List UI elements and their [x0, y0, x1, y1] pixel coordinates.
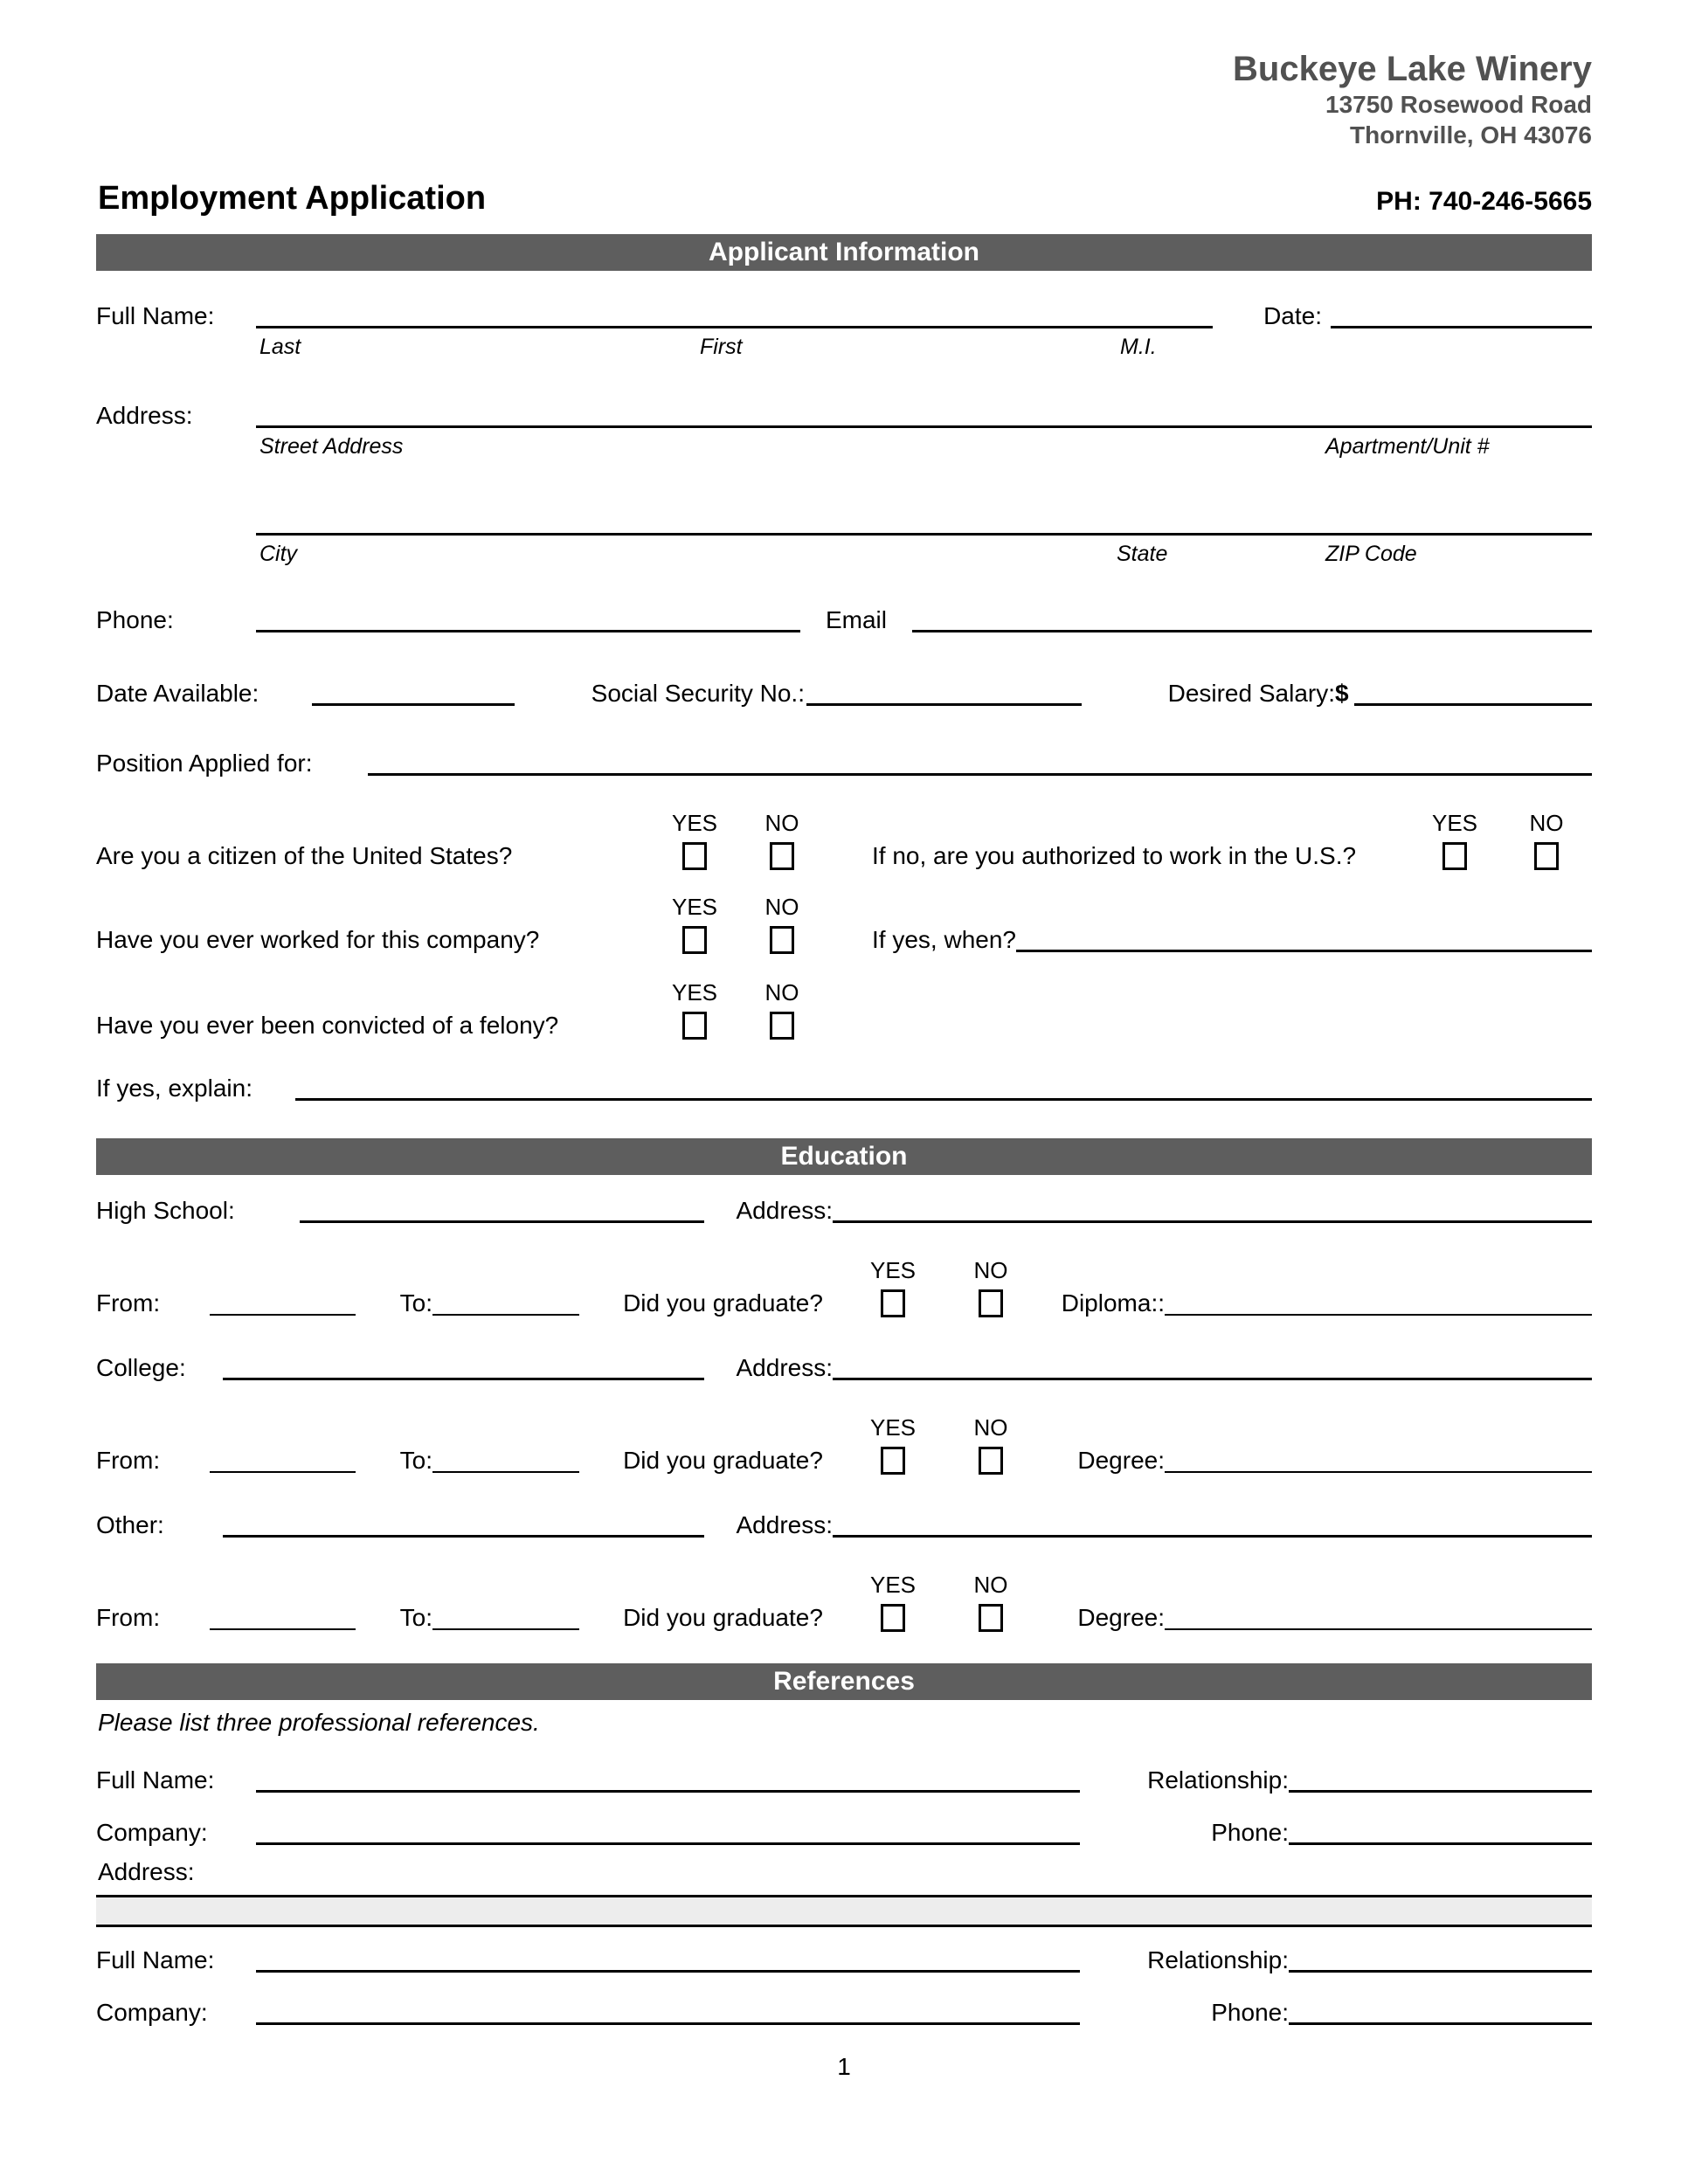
company-header — [1233, 49, 1592, 150]
ssn-input-line[interactable] — [806, 703, 1082, 706]
other-grad-no-checkbox[interactable] — [979, 1604, 1003, 1632]
worked-no-group — [756, 895, 808, 954]
position-input-line[interactable] — [368, 773, 1592, 776]
company-phone: PH: 740-246-5665 — [1376, 187, 1592, 216]
ref2-relationship-label: Relationship: — [1147, 1946, 1289, 1974]
when-label: If yes, when? — [872, 926, 1016, 954]
authorized-yes-group — [1429, 812, 1481, 870]
worked-question: Have you ever worked for this company? — [96, 926, 540, 954]
other-from-input-line[interactable] — [210, 1628, 356, 1630]
other-input-line[interactable] — [223, 1535, 704, 1538]
city-sublabels — [96, 543, 1592, 570]
high-school-input-line[interactable] — [300, 1220, 704, 1223]
high-school-label: High School: — [96, 1197, 235, 1225]
other-address-label: Address: — [736, 1511, 833, 1539]
zip-sublabel: ZIP Code — [1325, 542, 1417, 566]
college-address-input-line[interactable] — [833, 1378, 1592, 1380]
felony-question: Have you ever been convicted of a felony? — [96, 1012, 559, 1040]
section-header-education: Education — [96, 1138, 1592, 1175]
citizen-yes-checkbox[interactable] — [682, 842, 707, 870]
college-grad-no-checkbox[interactable] — [979, 1447, 1003, 1475]
yes-label: YES — [869, 1257, 917, 1283]
email-label: Email — [825, 606, 887, 634]
ref1-company-row — [96, 1805, 1592, 1847]
apartment-sublabel: Apartment/Unit # — [1325, 434, 1490, 459]
college-grad-no-group — [965, 1416, 1017, 1475]
position-label: Position Applied for: — [96, 750, 313, 778]
other-dates-row — [96, 1572, 1592, 1632]
page-content — [96, 0, 1592, 2184]
from-label: From: — [96, 1604, 161, 1632]
no-label: NO — [973, 1414, 1008, 1441]
no-label: NO — [764, 810, 799, 836]
explain-input-line[interactable] — [295, 1098, 1592, 1101]
date-input-line[interactable] — [1331, 326, 1592, 328]
yes-label: YES — [1431, 810, 1478, 836]
worked-yes-checkbox[interactable] — [682, 926, 707, 954]
city-sublabel: City — [259, 542, 298, 566]
availability-row — [96, 666, 1592, 708]
citizen-yes-group — [668, 812, 721, 870]
authorized-no-group — [1520, 812, 1573, 870]
city-state-zip-input-line[interactable] — [256, 533, 1592, 536]
ref1-full-name-label: Full Name: — [96, 1766, 215, 1794]
other-grad-yes-group — [867, 1573, 919, 1632]
explain-label: If yes, explain: — [96, 1075, 253, 1102]
company-address-line1: 13750 Rosewood Road — [1325, 91, 1592, 118]
date-label: Date: — [1263, 302, 1322, 330]
form-title: Employment Application — [98, 180, 487, 217]
ref1-phone-label: Phone: — [1211, 1819, 1289, 1847]
ref2-relationship-input-line[interactable] — [1289, 1970, 1592, 1973]
street-sublabels — [96, 435, 1592, 463]
worked-no-checkbox[interactable] — [770, 926, 794, 954]
ref2-name-row — [96, 1932, 1592, 1974]
other-label: Other: — [96, 1511, 164, 1539]
felony-no-group — [756, 981, 808, 1040]
name-sublabel-mi: M.I. — [1120, 335, 1157, 359]
no-label: NO — [973, 1257, 1008, 1283]
hs-address-input-line[interactable] — [833, 1220, 1592, 1223]
phone-label: Phone: — [96, 606, 174, 634]
full-name-label: Full Name: — [96, 302, 215, 330]
college-address-label: Address: — [736, 1354, 833, 1382]
phone-input-line[interactable] — [256, 630, 800, 632]
date-available-input-line[interactable] — [312, 703, 515, 706]
other-address-input-line[interactable] — [833, 1535, 1592, 1538]
other-grad-yes-checkbox[interactable] — [881, 1604, 905, 1632]
phone-email-row — [96, 592, 1592, 634]
ref2-phone-input-line[interactable] — [1289, 2022, 1592, 2025]
street-address-sublabel: Street Address — [259, 434, 404, 459]
graduate-question: Did you graduate? — [623, 1447, 823, 1475]
ref1-name-row — [96, 1752, 1592, 1794]
felony-yes-checkbox[interactable] — [682, 1012, 707, 1040]
ref2-company-label: Company: — [96, 1999, 208, 2027]
college-degree-input-line[interactable] — [1165, 1471, 1592, 1473]
diploma-input-line[interactable] — [1165, 1314, 1592, 1316]
name-sublabel-last: Last — [259, 335, 301, 359]
hs-address-label: Address: — [736, 1197, 833, 1225]
hs-grad-yes-group — [867, 1259, 919, 1317]
ssn-label: Social Security No.: — [591, 680, 805, 708]
ref1-address-label: Address: — [98, 1858, 195, 1885]
company-name: Buckeye Lake Winery — [1233, 50, 1592, 88]
from-label: From: — [96, 1289, 161, 1317]
graduate-question: Did you graduate? — [623, 1604, 823, 1632]
worked-question-row — [96, 894, 1592, 954]
citizen-question-row — [96, 810, 1592, 870]
ref2-phone-label: Phone: — [1211, 1999, 1289, 2027]
college-label: College: — [96, 1354, 186, 1382]
felony-no-checkbox[interactable] — [770, 1012, 794, 1040]
college-dates-row — [96, 1414, 1592, 1475]
when-input-line[interactable] — [1016, 950, 1592, 952]
to-label: To: — [399, 1604, 432, 1632]
other-degree-input-line[interactable] — [1165, 1628, 1592, 1630]
yes-label: YES — [869, 1572, 917, 1598]
full-name-input-line[interactable] — [256, 326, 1213, 328]
to-label: To: — [399, 1289, 432, 1317]
authorized-question: If no, are you authorized to work in the U.S.? — [872, 842, 1357, 870]
name-sublabel-first: First — [700, 335, 743, 359]
from-label: From: — [96, 1447, 161, 1475]
ref1-company-label: Company: — [96, 1819, 208, 1847]
felony-yes-group — [668, 981, 721, 1040]
other-education-row — [96, 1497, 1592, 1539]
state-sublabel: State — [1117, 542, 1168, 566]
ref1-relationship-input-line[interactable] — [1289, 1790, 1592, 1793]
college-to-input-line[interactable] — [432, 1471, 579, 1473]
other-to-input-line[interactable] — [432, 1628, 579, 1630]
other-grad-no-group — [965, 1573, 1017, 1632]
yes-label: YES — [671, 810, 718, 836]
full-name-row — [96, 288, 1592, 330]
no-label: NO — [973, 1572, 1008, 1598]
street-address-input-line[interactable] — [256, 425, 1592, 428]
diploma-label: Diploma:: — [1061, 1289, 1165, 1317]
ref2-full-name-label: Full Name: — [96, 1946, 215, 1974]
other-degree-label: Degree: — [1077, 1604, 1165, 1632]
reference-note: Please list three professional references. — [98, 1709, 540, 1736]
email-input-line[interactable] — [912, 630, 1592, 632]
yes-label: YES — [869, 1414, 917, 1441]
no-label: NO — [764, 979, 799, 1006]
ref2-company-input-line[interactable] — [256, 2022, 1080, 2025]
dollar-sign: $ — [1335, 680, 1349, 708]
address-label: Address: — [96, 402, 193, 430]
hs-to-input-line[interactable] — [432, 1314, 579, 1316]
college-from-input-line[interactable] — [210, 1471, 356, 1473]
ref1-phone-input-line[interactable] — [1289, 1842, 1592, 1845]
name-sublabels — [96, 335, 1592, 363]
address-row-2 — [96, 495, 1592, 537]
yes-label: YES — [671, 979, 718, 1006]
college-grad-yes-checkbox[interactable] — [881, 1447, 905, 1475]
high-school-row — [96, 1183, 1592, 1225]
ref2-full-name-input-line[interactable] — [256, 1970, 1080, 1973]
citizen-no-checkbox[interactable] — [770, 842, 794, 870]
ref2-company-row — [96, 1985, 1592, 2027]
authorized-no-checkbox[interactable] — [1534, 842, 1559, 870]
no-label: NO — [1529, 810, 1564, 836]
section-header-applicant-information: Applicant Information — [96, 234, 1592, 271]
page-number: 1 — [837, 2053, 851, 2080]
hs-dates-row — [96, 1257, 1592, 1317]
college-row — [96, 1340, 1592, 1382]
felony-question-row — [96, 979, 1592, 1040]
no-label: NO — [764, 894, 799, 920]
company-address-line2: Thornville, OH 43076 — [1350, 121, 1592, 149]
ref1-relationship-label: Relationship: — [1147, 1766, 1289, 1794]
worked-yes-group — [668, 895, 721, 954]
college-grad-yes-group — [867, 1416, 919, 1475]
position-row — [96, 736, 1592, 778]
graduate-question: Did you graduate? — [623, 1289, 823, 1317]
ref1-address-input-line-2[interactable] — [96, 1897, 1592, 1927]
ref1-full-name-input-line[interactable] — [256, 1790, 1080, 1793]
desired-salary-input-line[interactable] — [1354, 703, 1592, 706]
hs-grad-no-checkbox[interactable] — [979, 1289, 1003, 1317]
desired-salary-label: Desired Salary: — [1167, 680, 1335, 708]
explain-row — [96, 1061, 1592, 1102]
yes-label: YES — [671, 894, 718, 920]
hs-grad-no-group — [965, 1259, 1017, 1317]
to-label: To: — [399, 1447, 432, 1475]
citizen-question: Are you a citizen of the United States? — [96, 842, 513, 870]
section-header-references: References — [96, 1663, 1592, 1700]
ref1-company-input-line[interactable] — [256, 1842, 1080, 1845]
college-degree-label: Degree: — [1077, 1447, 1165, 1475]
authorized-yes-checkbox[interactable] — [1442, 842, 1467, 870]
hs-grad-yes-checkbox[interactable] — [881, 1289, 905, 1317]
citizen-no-group — [756, 812, 808, 870]
college-input-line[interactable] — [223, 1378, 704, 1380]
address-row — [96, 388, 1592, 430]
hs-from-input-line[interactable] — [210, 1314, 356, 1316]
date-available-label: Date Available: — [96, 680, 259, 708]
